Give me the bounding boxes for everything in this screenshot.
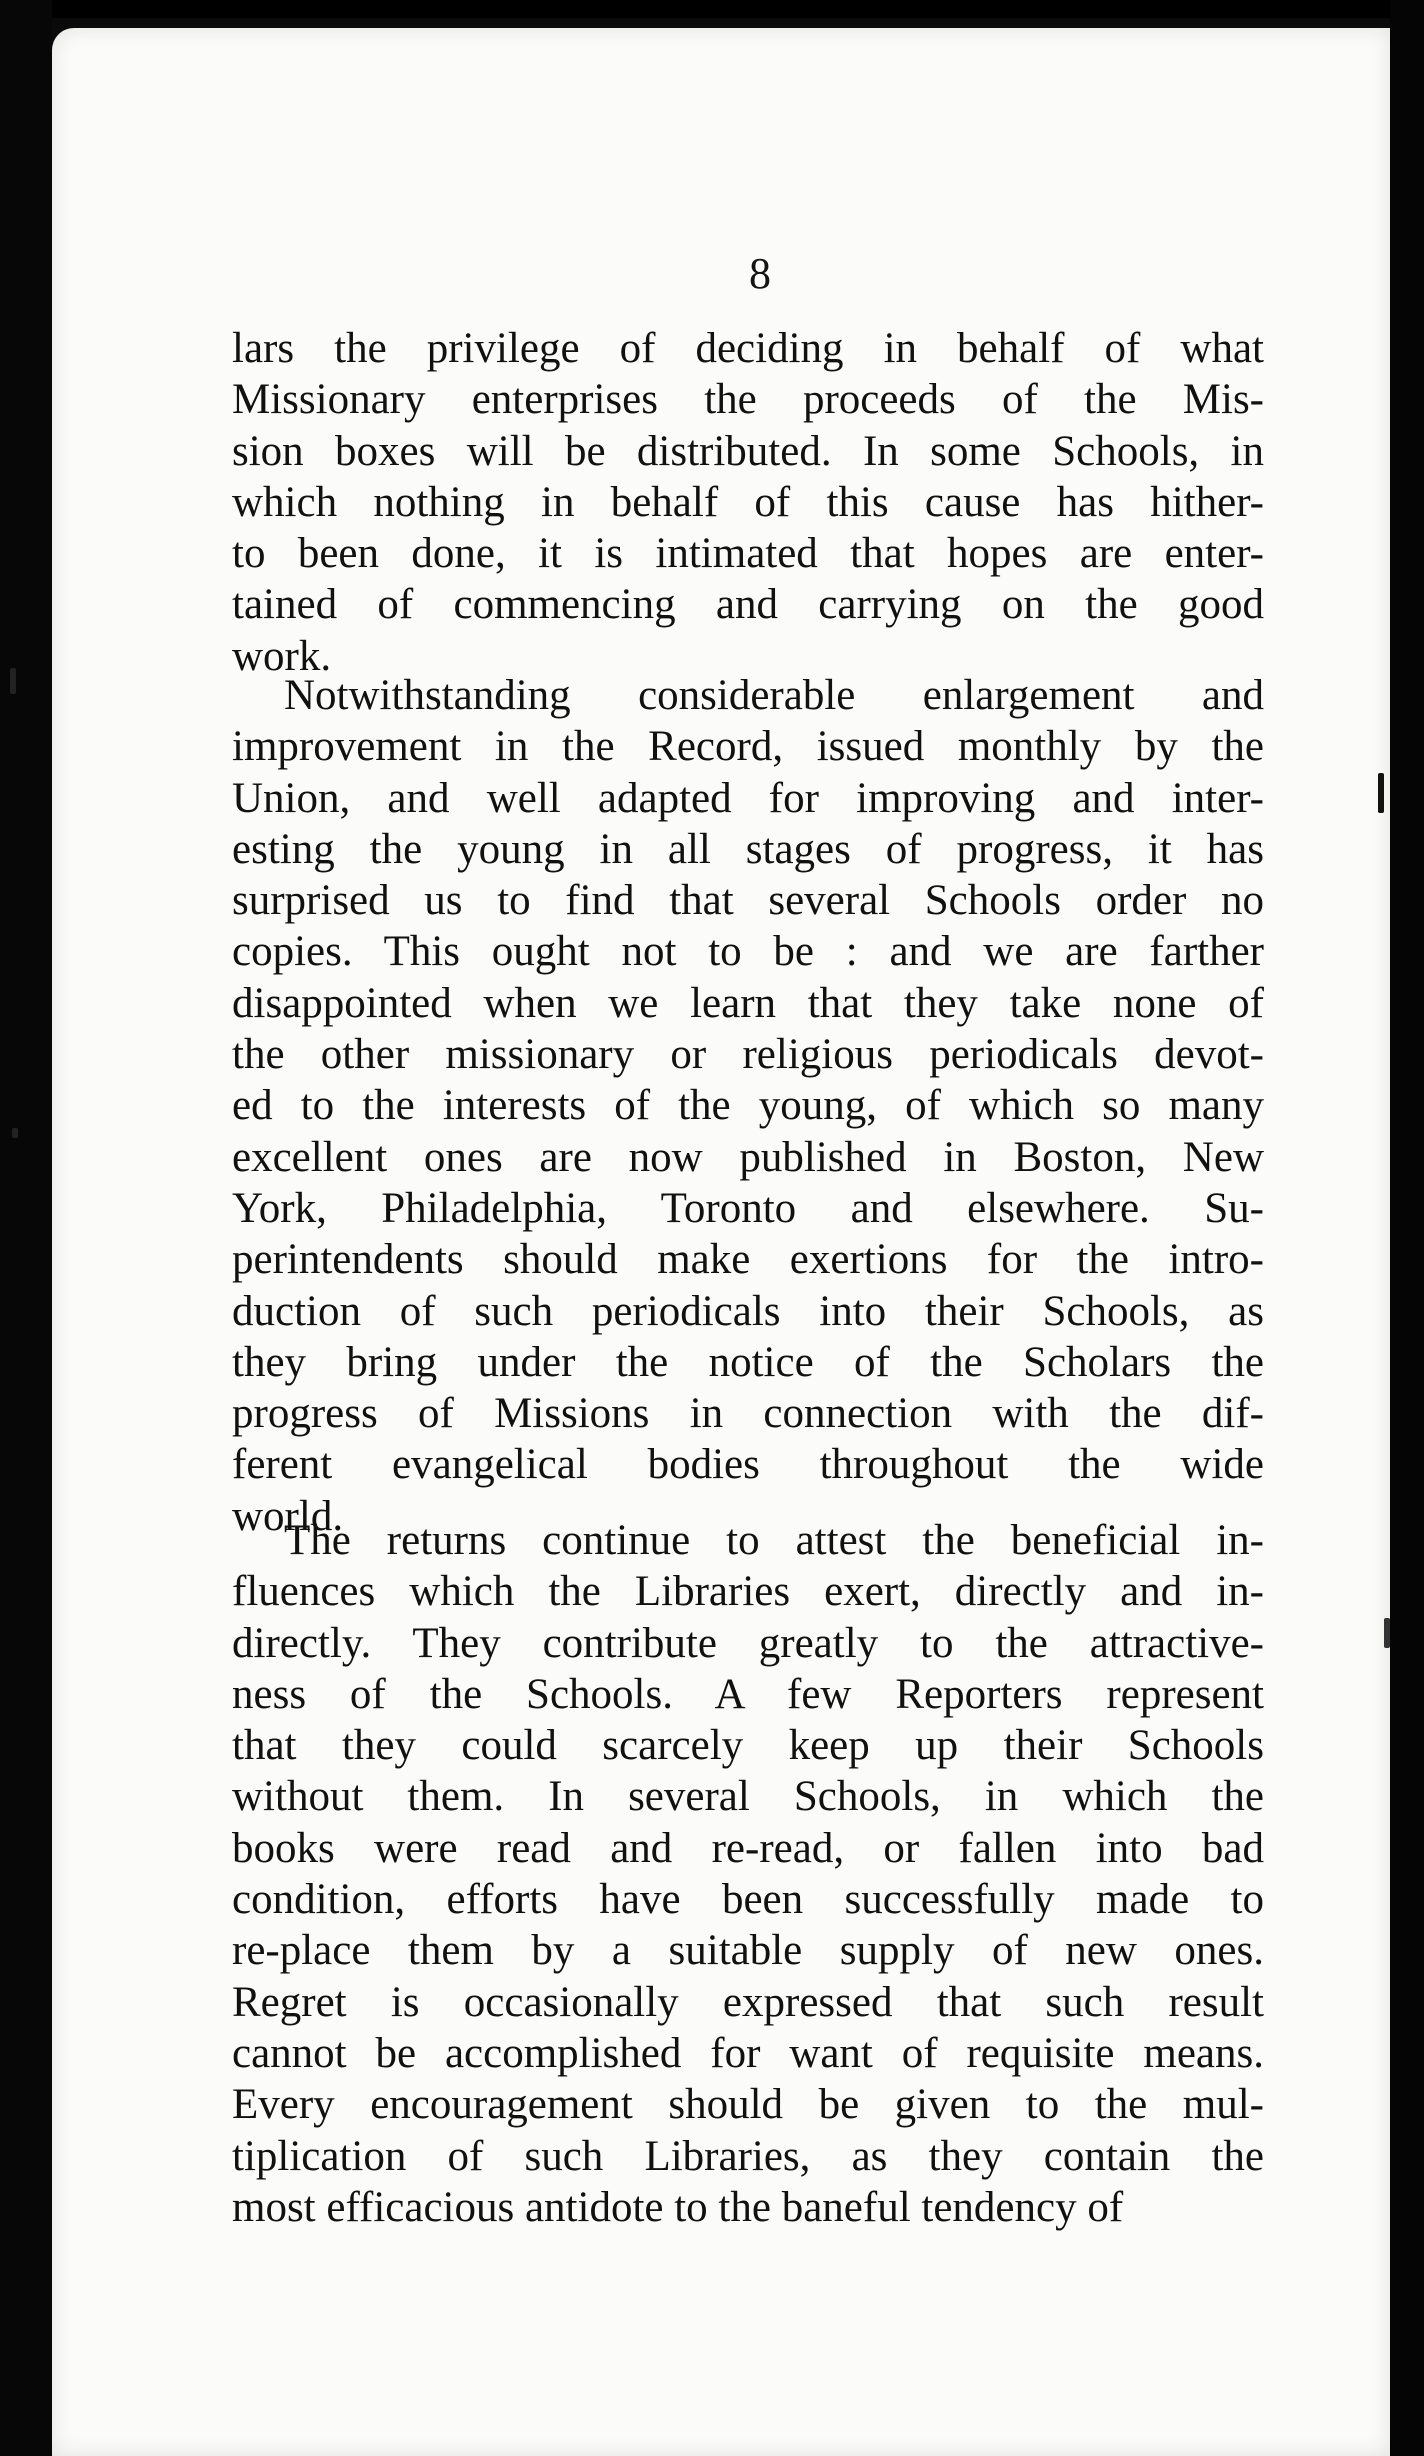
text-line: The returns continue to attest the beneficial in- xyxy=(284,1517,1264,1564)
text-line: fluences which the Libraries exert, directly and in- xyxy=(232,1568,1264,1616)
edge-mark xyxy=(12,1128,18,1138)
text-line: world. xyxy=(232,1492,344,1540)
edge-mark xyxy=(1378,773,1384,813)
text-line: which nothing in behalf of this cause has hither- xyxy=(232,478,1264,526)
paragraph-1 xyxy=(232,323,1264,682)
text-line: without them. In several Schools, in which the xyxy=(232,1773,1264,1821)
text-line: ness of the Schools. A few Reporters represent xyxy=(232,1670,1264,1718)
text-line: Regret is occasionally expressed that such result xyxy=(232,1978,1264,2026)
text-line: progress of Missions in connection with the dif- xyxy=(232,1390,1264,1438)
text-line: surprised us to find that several Schools order no xyxy=(232,877,1264,925)
text-line: lars the privilege of deciding in behalf of what xyxy=(232,325,1264,372)
text-line: perintendents should make exertions for the intro- xyxy=(232,1236,1264,1284)
scan-right-edge xyxy=(1390,0,1424,2456)
text-line: to been done, it is intimated that hopes are enter- xyxy=(232,530,1264,578)
text-line: Notwithstanding considerable enlargement and xyxy=(284,672,1264,719)
text-line: Every encouragement should be given to the mul- xyxy=(232,2081,1264,2129)
text-line: tiplication of such Libraries, as they contain the xyxy=(232,2132,1264,2180)
edge-mark xyxy=(10,668,16,694)
text-line: esting the young in all stages of progress, it has xyxy=(232,825,1264,873)
text-line: they bring under the notice of the Scholars the xyxy=(232,1338,1264,1386)
paragraph-2 xyxy=(232,670,1264,1542)
text-line: Union, and well adapted for improving and inter- xyxy=(232,774,1264,822)
text-line: sion boxes will be distributed. In some Schools, in xyxy=(232,427,1264,475)
text-line: excellent ones are now published in Boston, New xyxy=(232,1133,1264,1181)
text-line: directly. They contribute greatly to the attractive- xyxy=(232,1619,1264,1667)
scan-top-edge xyxy=(0,0,1424,18)
text-line: that they could scarcely keep up their Schools xyxy=(232,1722,1264,1770)
text-line: books were read and re-read, or fallen into bad xyxy=(232,1824,1264,1872)
text-line: Missionary enterprises the proceeds of the Mis- xyxy=(232,376,1264,424)
text-line: duction of such periodicals into their Schools, as xyxy=(232,1287,1264,1335)
text-line: the other missionary or religious periodicals devot- xyxy=(232,1031,1264,1079)
text-line: tained of commencing and carrying on the good xyxy=(232,581,1264,629)
text-line: improvement in the Record, issued monthly by the xyxy=(232,723,1264,771)
text-line: most efficacious antidote to the baneful tendency of xyxy=(232,2183,1124,2231)
text-line: York, Philadelphia, Toronto and elsewhere. Su- xyxy=(232,1184,1264,1232)
edge-mark xyxy=(1384,1618,1390,1648)
text-line: copies. This ought not to be : and we are farther xyxy=(232,928,1264,976)
text-line: ed to the interests of the young, of which so many xyxy=(232,1082,1264,1130)
text-line: re-place them by a suitable supply of new ones. xyxy=(232,1927,1264,1975)
text-line: cannot be accomplished for want of requisite means. xyxy=(232,2029,1264,2077)
page-number: 8 xyxy=(749,249,771,298)
text-line: condition, efforts have been successfully made to xyxy=(232,1876,1264,1924)
text-line: disappointed when we learn that they take none of xyxy=(232,979,1264,1027)
text-line: ferent evangelical bodies throughout the wide xyxy=(232,1441,1264,1489)
paragraph-3 xyxy=(232,1515,1264,2233)
text-line: work. xyxy=(232,632,332,680)
scan-left-edge xyxy=(0,0,52,2456)
